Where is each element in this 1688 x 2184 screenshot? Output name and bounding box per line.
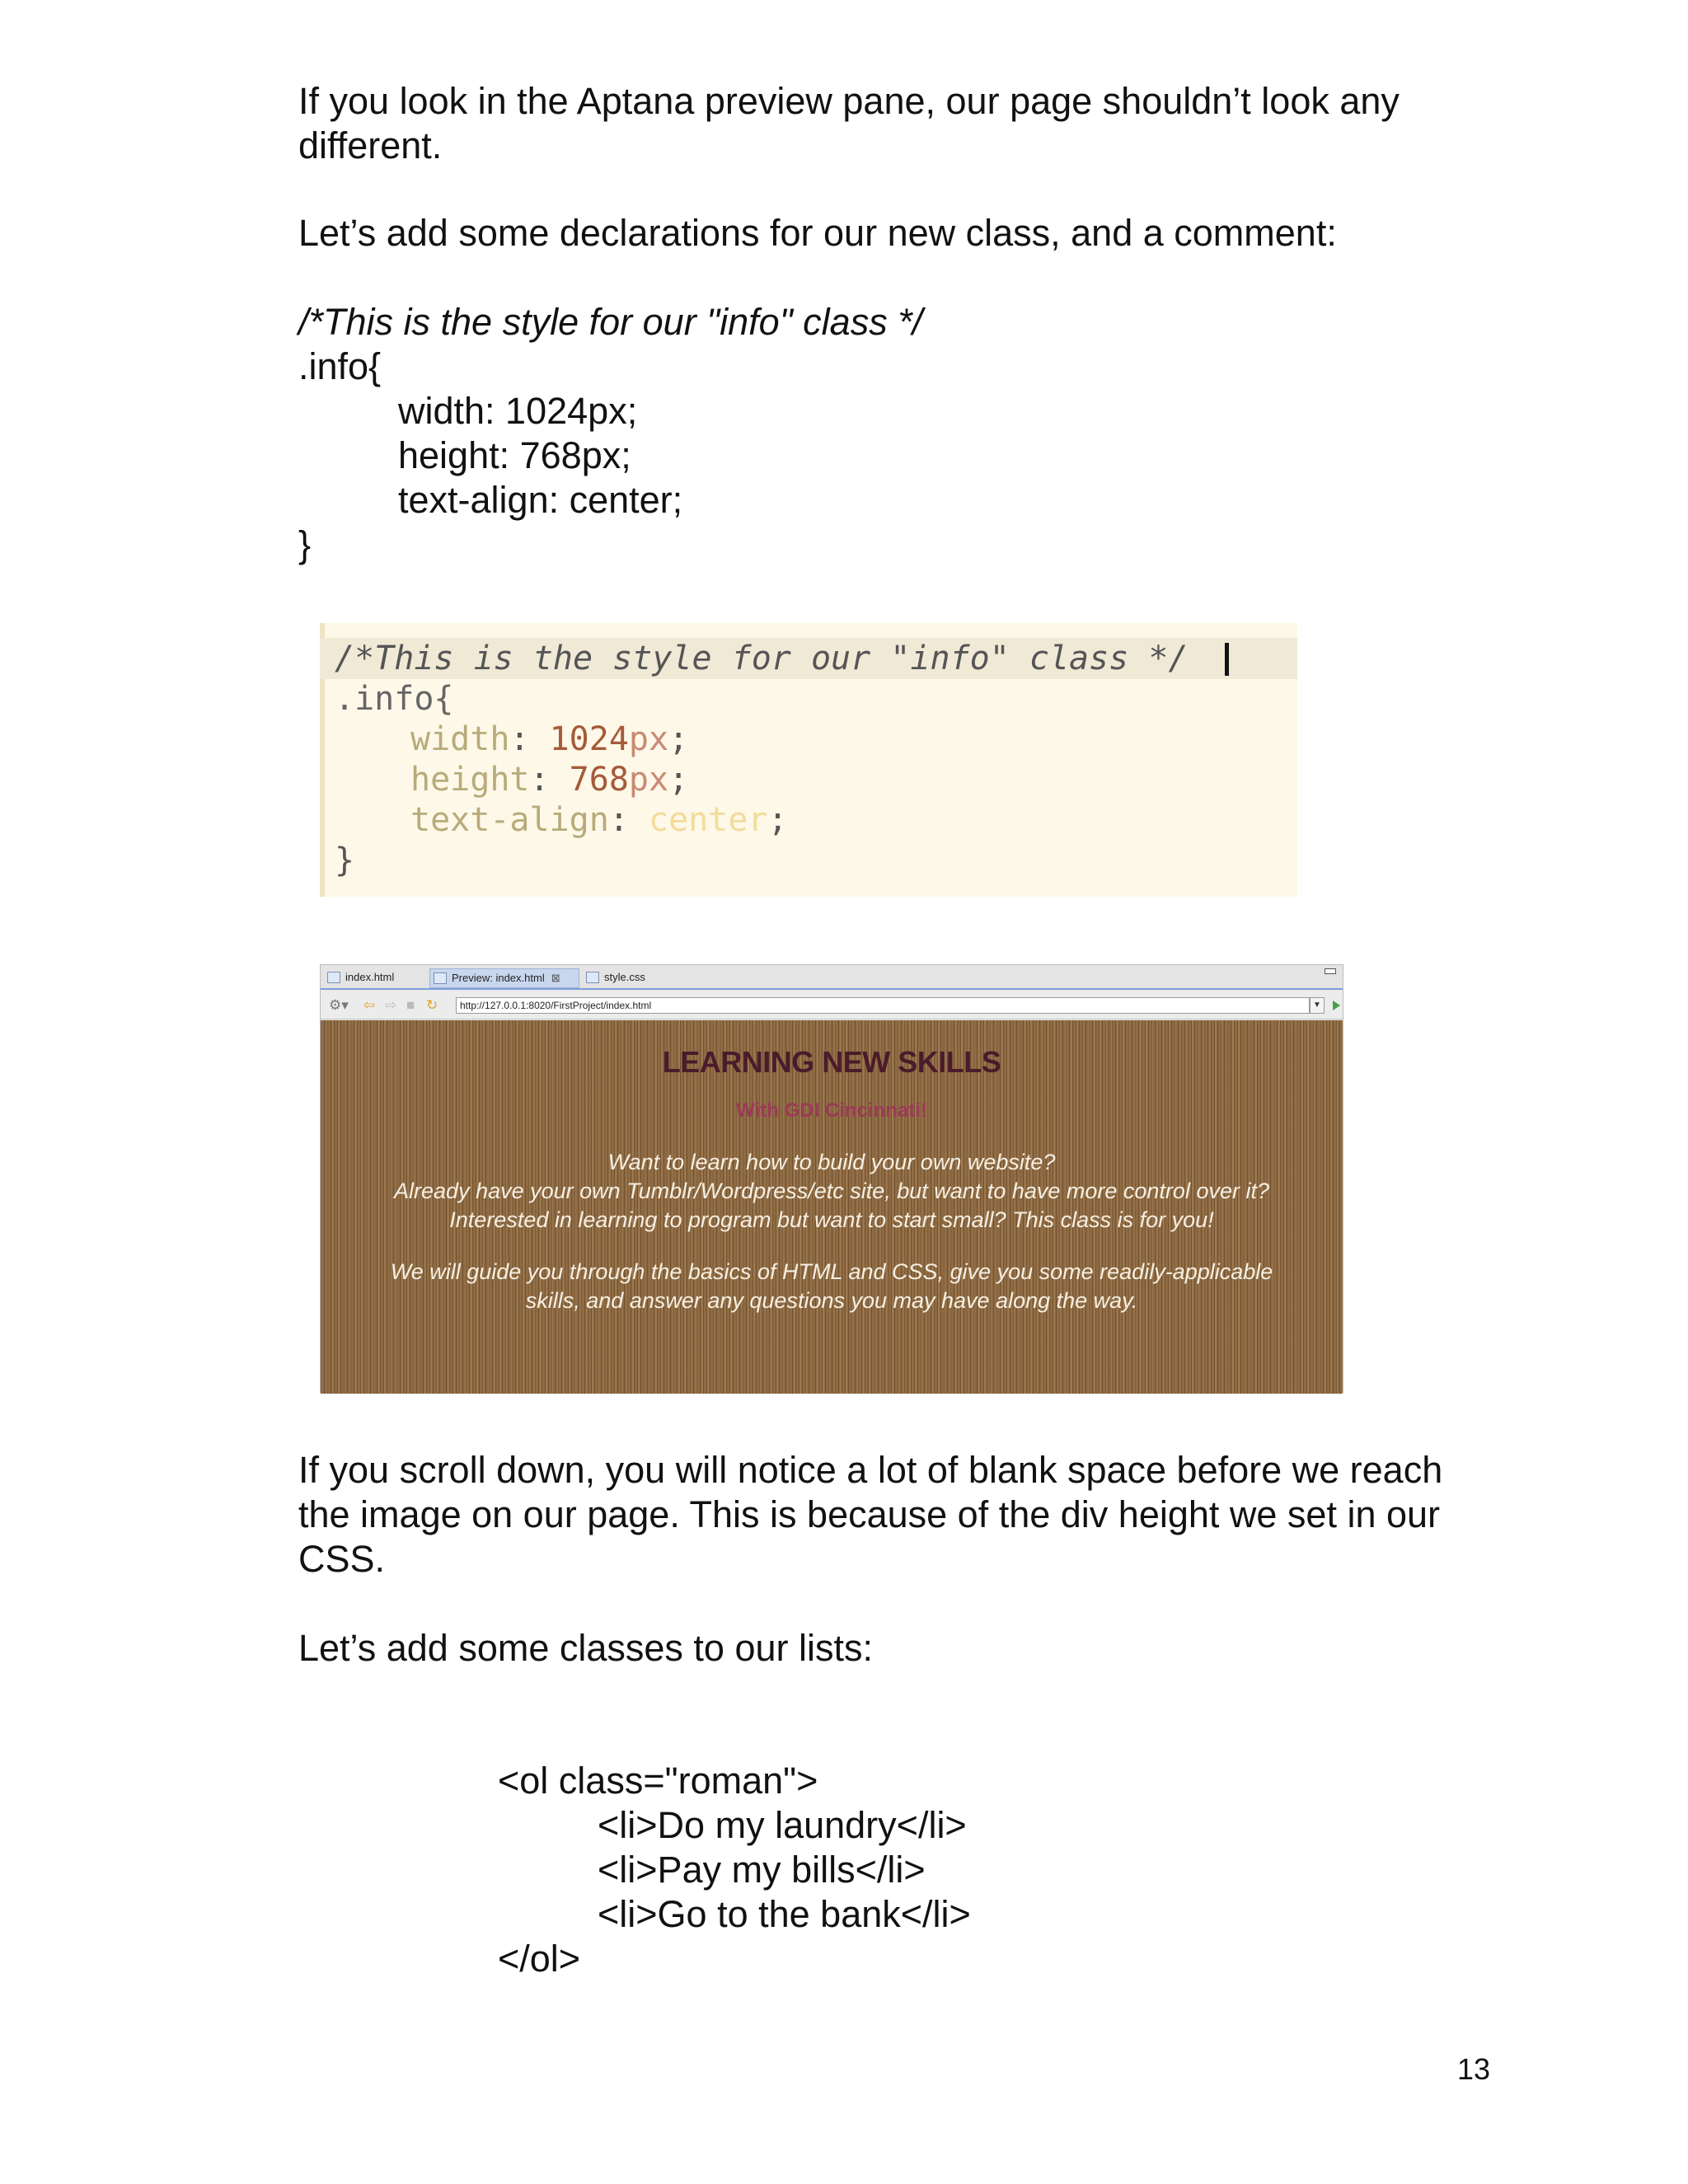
preview-icon xyxy=(434,972,447,984)
css-comment: /*This is the style for our "info" class */ xyxy=(298,301,923,343)
preview-viewport xyxy=(321,1020,1343,1394)
back-icon[interactable]: ⇦ xyxy=(363,997,376,1013)
html-list-code xyxy=(298,1759,1518,1981)
aptana-preview-screenshot xyxy=(320,964,1343,1393)
editor-tab-bar xyxy=(321,965,1343,990)
li-bills: <li>Pay my bills</li> xyxy=(598,1849,926,1891)
go-icon[interactable] xyxy=(1333,1001,1340,1010)
editor-height-line: height: 768px; xyxy=(410,761,689,799)
preview-subheading: With GDI Cincinnati! xyxy=(736,1099,927,1122)
li-bank: <li>Go to the bank</li> xyxy=(598,1893,971,1935)
intro-line-2: different. xyxy=(298,124,443,166)
tab-index-html[interactable]: index.html xyxy=(324,968,426,988)
css-close-brace: } xyxy=(298,523,312,565)
lists-intro: Let’s add some classes to our lists: xyxy=(298,1627,873,1669)
tab-preview-index-html[interactable]: Preview: index.html ⊠ xyxy=(429,968,579,988)
html-file-icon xyxy=(327,972,340,983)
editor-selector-line: .info{ xyxy=(335,680,454,718)
editor-align-line: text-align: center; xyxy=(410,801,788,839)
browser-toolbar xyxy=(321,991,1343,1019)
intro-paragraph xyxy=(298,79,1518,168)
close-tab-icon[interactable]: ⊠ xyxy=(551,972,560,984)
tab-style-css[interactable]: style.css xyxy=(583,968,673,988)
li-laundry: <li>Do my laundry</li> xyxy=(598,1804,967,1846)
ol-close-tag: </ol> xyxy=(498,1938,581,1980)
code-editor-screenshot xyxy=(320,623,1297,897)
stop-icon[interactable]: ■ xyxy=(406,997,415,1013)
css-text-align: text-align: center; xyxy=(398,479,683,521)
editor-close-line: } xyxy=(335,841,355,879)
css-code-block xyxy=(298,300,1518,567)
refresh-icon[interactable]: ↻ xyxy=(426,997,438,1013)
url-input[interactable]: http://127.0.0.1:8020/FirstProject/index.html xyxy=(456,997,1310,1014)
declarations-intro: Let’s add some declarations for our new class, and a comment: xyxy=(298,212,1337,254)
css-selector: .info{ xyxy=(298,345,382,387)
css-file-icon xyxy=(586,972,599,983)
page-number: 13 xyxy=(1457,2052,1491,2086)
preview-heading: LEARNING NEW SKILLS xyxy=(662,1045,1001,1079)
ol-open-tag: <ol class="roman"> xyxy=(498,1760,818,1802)
scroll-note-paragraph: If you scroll down, you will notice a lot of blank space before we reach the image on our page. This is because of the div height we set in our CSS. xyxy=(298,1449,1443,1580)
text-caret xyxy=(1225,643,1229,676)
preview-paragraph-1: Want to learn how to build your own website? Already have your own Tumblr/Wordpress/etc site, but want to have more control over it? Interested in learning to program but want to start small? This class is for you! xyxy=(394,1150,1269,1232)
intro-line-1: If you look in the Aptana preview pane, our page shouldn’t look any xyxy=(298,80,1400,122)
editor-comment-line: /*This is the style for our "info" class */ xyxy=(335,640,1189,677)
forward-icon[interactable]: ⇨ xyxy=(385,997,397,1013)
settings-gear-icon[interactable]: ⚙▾ xyxy=(329,997,349,1013)
css-width: width: 1024px; xyxy=(398,390,638,432)
preview-paragraph-2: We will guide you through the basics of HTML and CSS, give you some readily-applicable skills, and answer any questions you may have along the way. xyxy=(390,1259,1273,1313)
editor-width-line: width: 1024px; xyxy=(410,720,689,758)
url-dropdown-icon[interactable]: ▼ xyxy=(1310,997,1325,1014)
minimize-icon[interactable] xyxy=(1325,968,1336,974)
css-height: height: 768px; xyxy=(398,434,631,476)
